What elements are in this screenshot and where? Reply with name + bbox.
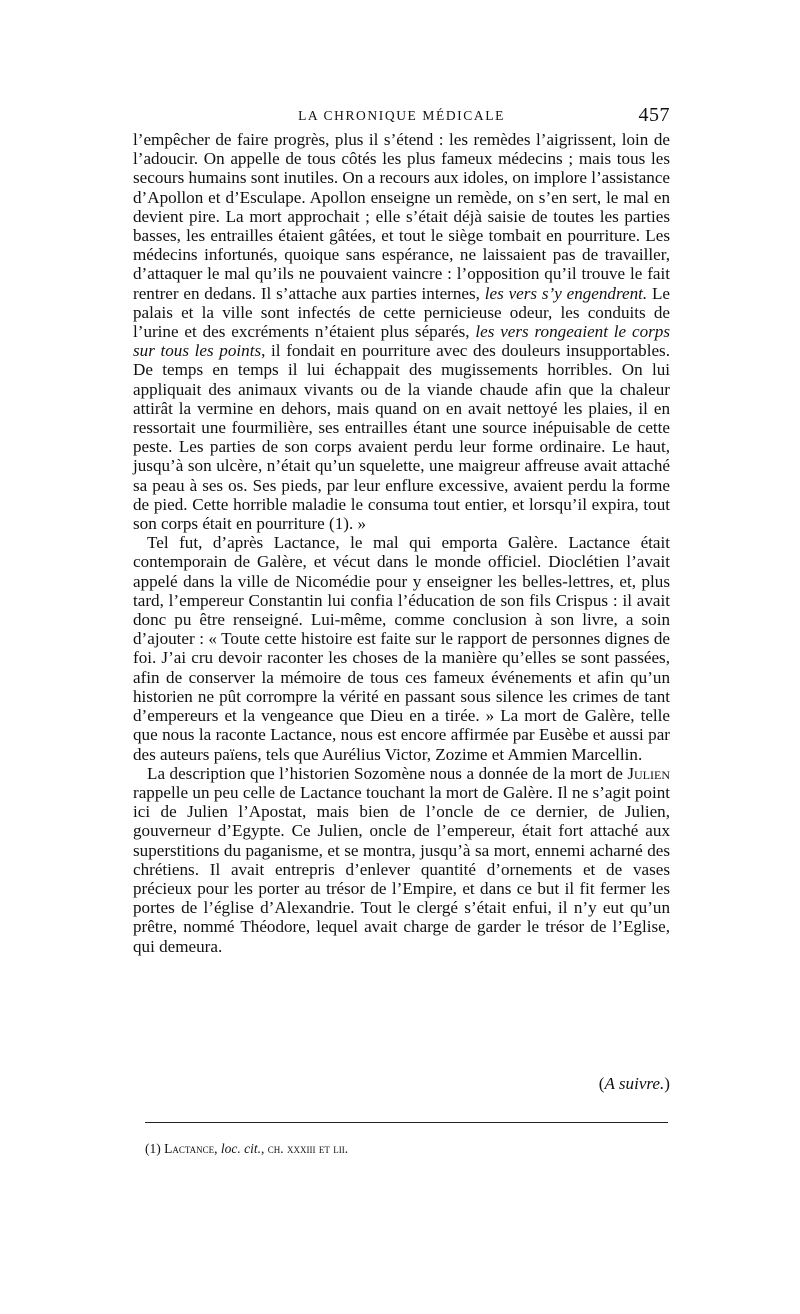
paragraph-text: rappelle un peu celle de Lactance touchant la mort de Galère. Il ne s’agit point ici de Julien l’Apostat, mais bien de l’oncle de ce dernier, de Julien, gouverneur d’Egypte. Ce Julien, oncle de l’empereur, était fort attaché aux superstitions du paganisme, et se montra, jusqu’à sa mort, ennemi acharné des chrétiens. Il avait entrepris d’enlever quantité d’ornements et de vases précieux pour les porter au trésor de l’Empire, et dans ce but il fit fermer les portes de l’église d’Alexandrie. Tout le clergé s’était enfui, il n’y eut qu’un prêtre, nommé Théodore, lequel avait charge de garder le trésor de l’Eglise, qui demeura. xyxy=(133,782,670,956)
paragraph-lactance: Tel fut, d’après Lactance, le mal qui emporta Galère. Lactance était contemporain de Galère, et vécut dans le monde officiel. Dioclétien l’avait appelé dans la ville de Nicomédie pour y enseigner les belles-lettres, et, plus tard, l’empereur Constantin lui confia l’éducation de son fils Crispus : il avait donc pu être renseigné. Lui-même, comme conclusion à son livre, a soin d’ajouter : « Toute cette histoire est faite sur le rapport de personnes dignes de foi. J’ai cru devoir raconter les choses de la manière qu’elles se sont passées, afin de conserver la mémoire de tous ces fameux événements et afin qu’un historien ne pût corrompre la vérité en passant sous silence les crimes de tant d’empereurs et la vengeance que Dieu en a tirée. » La mort de Galère, telle que nous la raconte Lactance, nous est encore affirmée par Eusèbe et aussi par des auteurs païens, tels que Aurélius Victor, Zozime et Ammien Marcellin. xyxy=(133,533,670,764)
to-be-continued xyxy=(599,1074,670,1094)
open-paren: ( xyxy=(598,1074,605,1093)
to-be-continued-text: A suivre. xyxy=(604,1074,665,1093)
footnote-reference: loc. cit. xyxy=(220,1141,262,1156)
paragraph-text: l’empêcher de faire progrès, plus il s’étend : les remèdes l’aigrissent, loin de l’adoucir. On appelle de tous côtés les plus fameux médecins ; mais tous les secours humains sont inutiles. On a recours aux idoles, on implore l’assistance d’Apollon et d’Esculape. Apollon enseigne un remède, on s’en sert, le mal en devient pire. La mort approchait ; elle s’était déjà saisie de toutes les parties basses, les entrailles étaient gâtées, et tout le siège tombait en pourriture. Les médecins infortunés, quoique sans espérance, ne laissaient pas de travailler, d’attaquer le mal qu’ils ne pouvaient vaincre : l’opposition qu’il trouve le fait rentrer en dedans. Il s’attache aux parties internes, xyxy=(133,130,670,303)
body-text xyxy=(133,130,670,956)
footnote-chapters: , ch. xxxiii et lii. xyxy=(261,1141,349,1156)
smallcaps-name: Julien xyxy=(627,763,670,783)
footnote-number: (1) xyxy=(145,1141,165,1156)
running-head xyxy=(133,104,670,130)
paragraph-text: Le palais et la ville sont infectés de cette pernicieuse odeur, les conduits de l’urine et des excréments n’étaient plus séparés, xyxy=(133,283,671,342)
paragraph-text: , il fondait en pourriture avec des douleurs insupportables. De temps en temps il lui échappait des mugissements horribles. On lui appliquait des animaux vivants ou de la viande chaude afin que la chaleur attirât la vermine en dehors, mais quand on en avait nettoyé les plaies, il en ressortait une fourmilière, ses entrailles étant une source inépuisable de cette peste. Les parties de son corps avaient perdu leur forme ordinaire. Le haut, jusqu’à son ulcère, n’était qu’un squelette, une maigreur affreuse avait attaché sa peau à ses os. Ses pieds, par leur enflure excessive, avaient perdu la forme de pied. Cette horrible maladie le consuma tout entier, et lorsqu’il expira, tout son corps était en pourriture (1). » xyxy=(133,341,670,534)
footnote-author: Lactance xyxy=(164,1141,215,1156)
page-number: 457 xyxy=(638,104,670,126)
footnote xyxy=(145,1141,348,1157)
paragraph-continued xyxy=(133,130,670,533)
italic-phrase: les vers rongeaient le corps sur tous les points xyxy=(133,322,670,361)
paragraph-text: La description que l’historien Sozomène nous a donnée de la mort de xyxy=(147,763,628,783)
running-title: LA CHRONIQUE MÉDICALE xyxy=(298,108,505,123)
italic-phrase: les vers s’y engendrent. xyxy=(484,283,648,303)
paragraph-sozomene xyxy=(133,764,670,956)
footnote-separator: , xyxy=(214,1141,221,1156)
close-paren: ) xyxy=(664,1074,670,1093)
footnote-rule xyxy=(145,1122,668,1123)
